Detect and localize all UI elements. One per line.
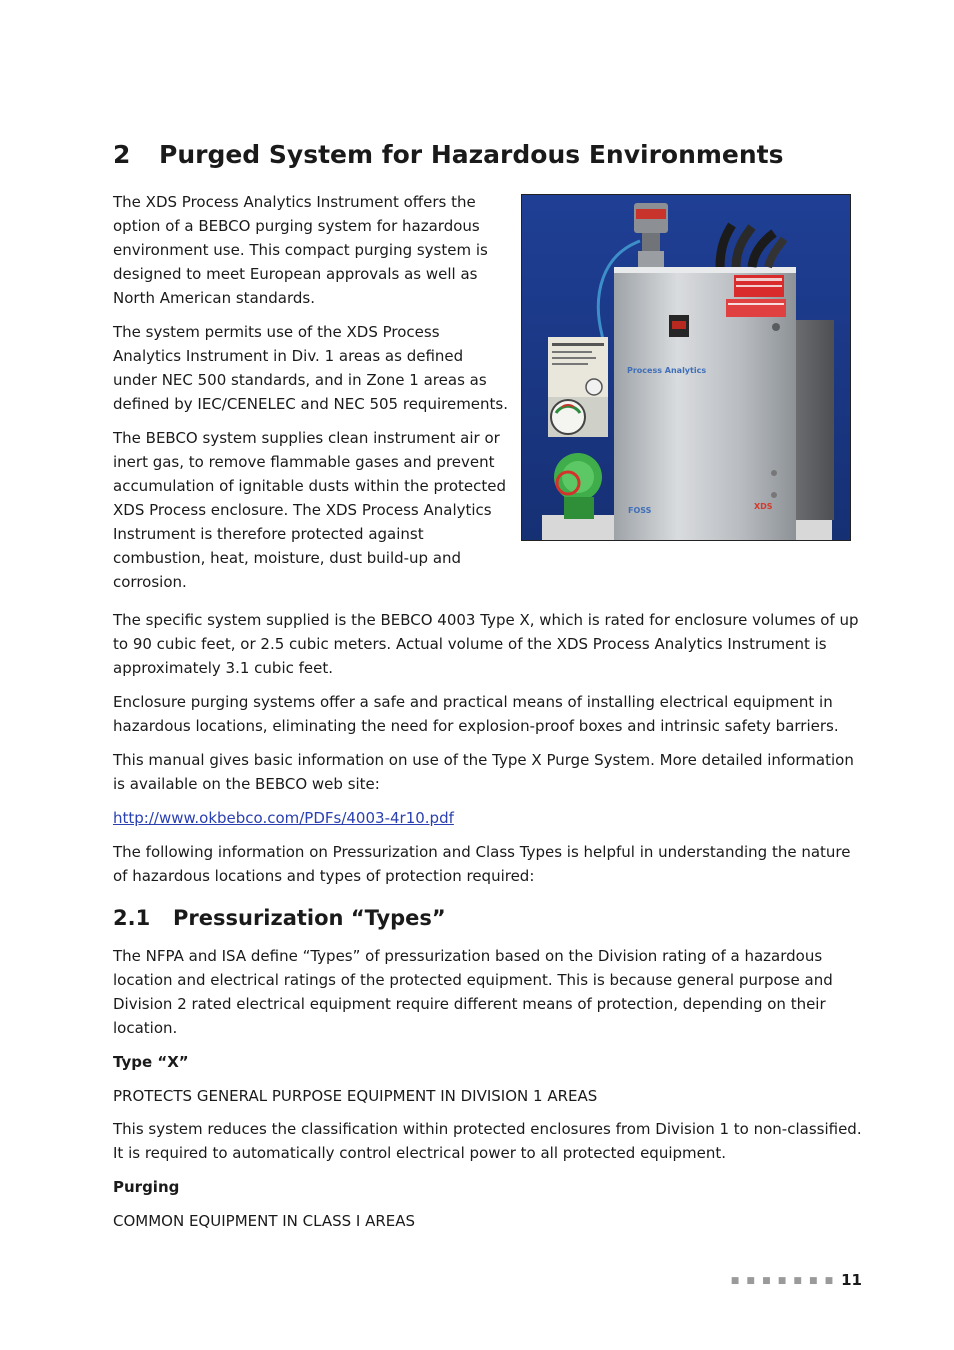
chapter-title: Purged System for Hazardous Environments	[159, 140, 784, 169]
purging-caps: COMMON EQUIPMENT IN CLASS I AREAS	[113, 1212, 416, 1230]
intro-paragraph-2: The system permits use of the XDS Process Analytics Instrument in Div. 1 areas as defined under NEC 500 standards, and in Zone 1 areas as defined by IEC/CENELEC and NEC 505 requirements.	[113, 323, 509, 413]
bebco-pdf-link[interactable]: http://www.okbebco.com/PDFs/4003-4r10.pdf	[113, 809, 454, 827]
section-heading	[113, 906, 446, 930]
type-x-caps: PROTECTS GENERAL PURPOSE EQUIPMENT IN DIVISION 1 AREAS	[113, 1087, 598, 1105]
intro-paragraph-3: The BEBCO system supplies clean instrument air or inert gas, to remove flammable gases and prevent accumulation of ignitable dusts within the protected XDS Process enclosure. The XDS Process Analytics Instrument is therefore protected against combustion, heat, moisture, dust build-up and corrosion.	[113, 429, 507, 591]
chapter-heading	[113, 140, 784, 169]
specific-system-paragraph: The specific system supplied is the BEBCO 4003 Type X, which is rated for enclosure volumes of up to 90 cubic feet, or 2.5 cubic meters. Actual volume of the XDS Process Analytics Instrument is approximately 3.1 cubic feet.	[113, 611, 859, 677]
enclosure-paragraph: Enclosure purging systems offer a safe and practical means of installing electrical equipment in hazardous locations, eliminating the need for explosion-proof boxes and intrinsic safety barriers.	[113, 693, 839, 735]
chapter-number: 2	[113, 140, 131, 169]
page-footer	[731, 1270, 862, 1291]
manual-paragraph: This manual gives basic information on use of the Type X Purge System. More detailed information is available on the BEBCO web site:	[113, 751, 854, 793]
section-body-paragraph: The NFPA and ISA define “Types” of pressurization based on the Division rating of a hazardous location and electrical ratings of the protected equipment. This is because general purpose and Division 2 rated electrical equipment require different means of protection, depending on their location.	[113, 947, 833, 1037]
bebco-link-paragraph	[113, 806, 865, 830]
foss-logo-text: FOSS	[628, 506, 652, 515]
panel-logo-text: Process Analytics	[627, 366, 707, 375]
footer-dots: ■ ■ ■ ■ ■ ■ ■	[730, 1276, 836, 1286]
xds-logo-text: XDS	[754, 502, 773, 511]
page-number: 11	[841, 1271, 862, 1289]
following-paragraph: The following information on Pressurization and Class Types is helpful in understanding the nature of hazardous locations and types of protection required:	[113, 843, 851, 885]
purge-system-photo	[521, 194, 851, 541]
intro-paragraph-1: The XDS Process Analytics Instrument offers the option of a BEBCO purging system for hazardous environment use. This compact purging system is designed to meet European approvals as well as North American standards.	[113, 193, 488, 307]
purging-heading: Purging	[113, 1178, 180, 1196]
type-x-body: This system reduces the classification within protected enclosures from Division 1 to non-classified. It is required to automatically control electrical power to all protected equipment.	[113, 1120, 862, 1162]
section-title: Pressurization “Types”	[173, 906, 446, 930]
section-number: 2.1	[113, 906, 151, 930]
type-x-heading: Type “X”	[113, 1053, 189, 1071]
